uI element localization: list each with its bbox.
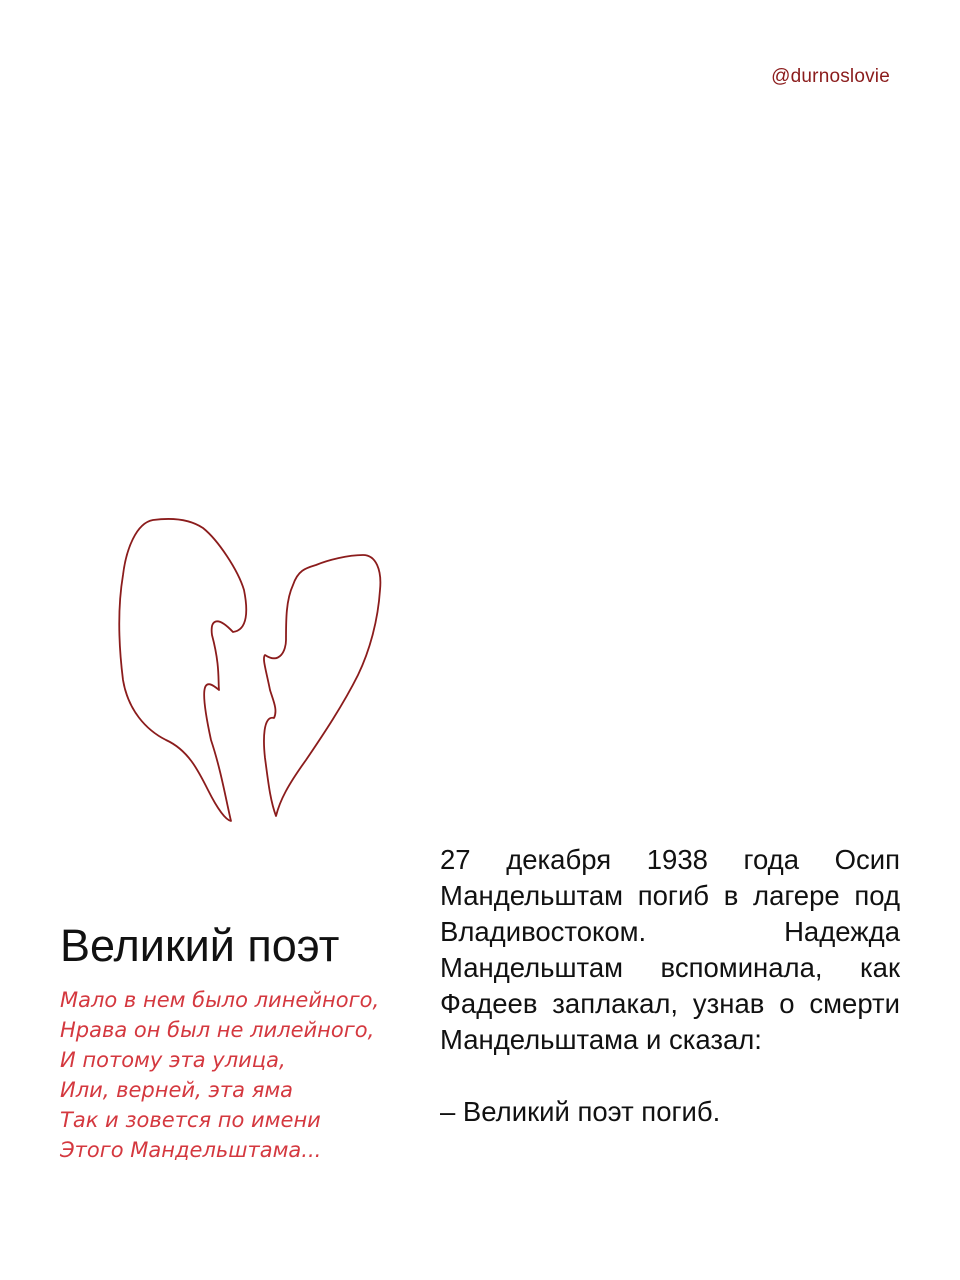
poem-line: Или, верней, эта яма	[60, 1078, 294, 1102]
poem-line: И потому эта улица,	[60, 1048, 286, 1072]
poem-line: Этого Мандельштама...	[60, 1138, 322, 1162]
broken-heart-right-half	[264, 555, 380, 816]
poem-line: Мало в нем было линейного,	[60, 988, 380, 1012]
poem-line: Нрава он был не лилейного,	[60, 1018, 375, 1042]
broken-heart-icon	[108, 510, 398, 830]
page-title: Великий поэт	[60, 920, 340, 971]
story-text	[440, 842, 900, 1130]
author-handle: @durnoslovie	[771, 66, 890, 87]
story-quote: – Великий поэт погиб.	[440, 1096, 721, 1127]
story-paragraph: 27 декабря 1938 года Осип Мандельштам погиб в лагере под Владивостоком. Надежда Мандельштам вспоминала, как Фадеев заплакал, узнав о смерти Мандельштама и сказал:	[440, 844, 900, 1055]
poem-quote	[60, 985, 379, 1165]
broken-heart-left-half	[119, 519, 246, 821]
poem-line: Так и зовется по имени	[60, 1108, 321, 1132]
